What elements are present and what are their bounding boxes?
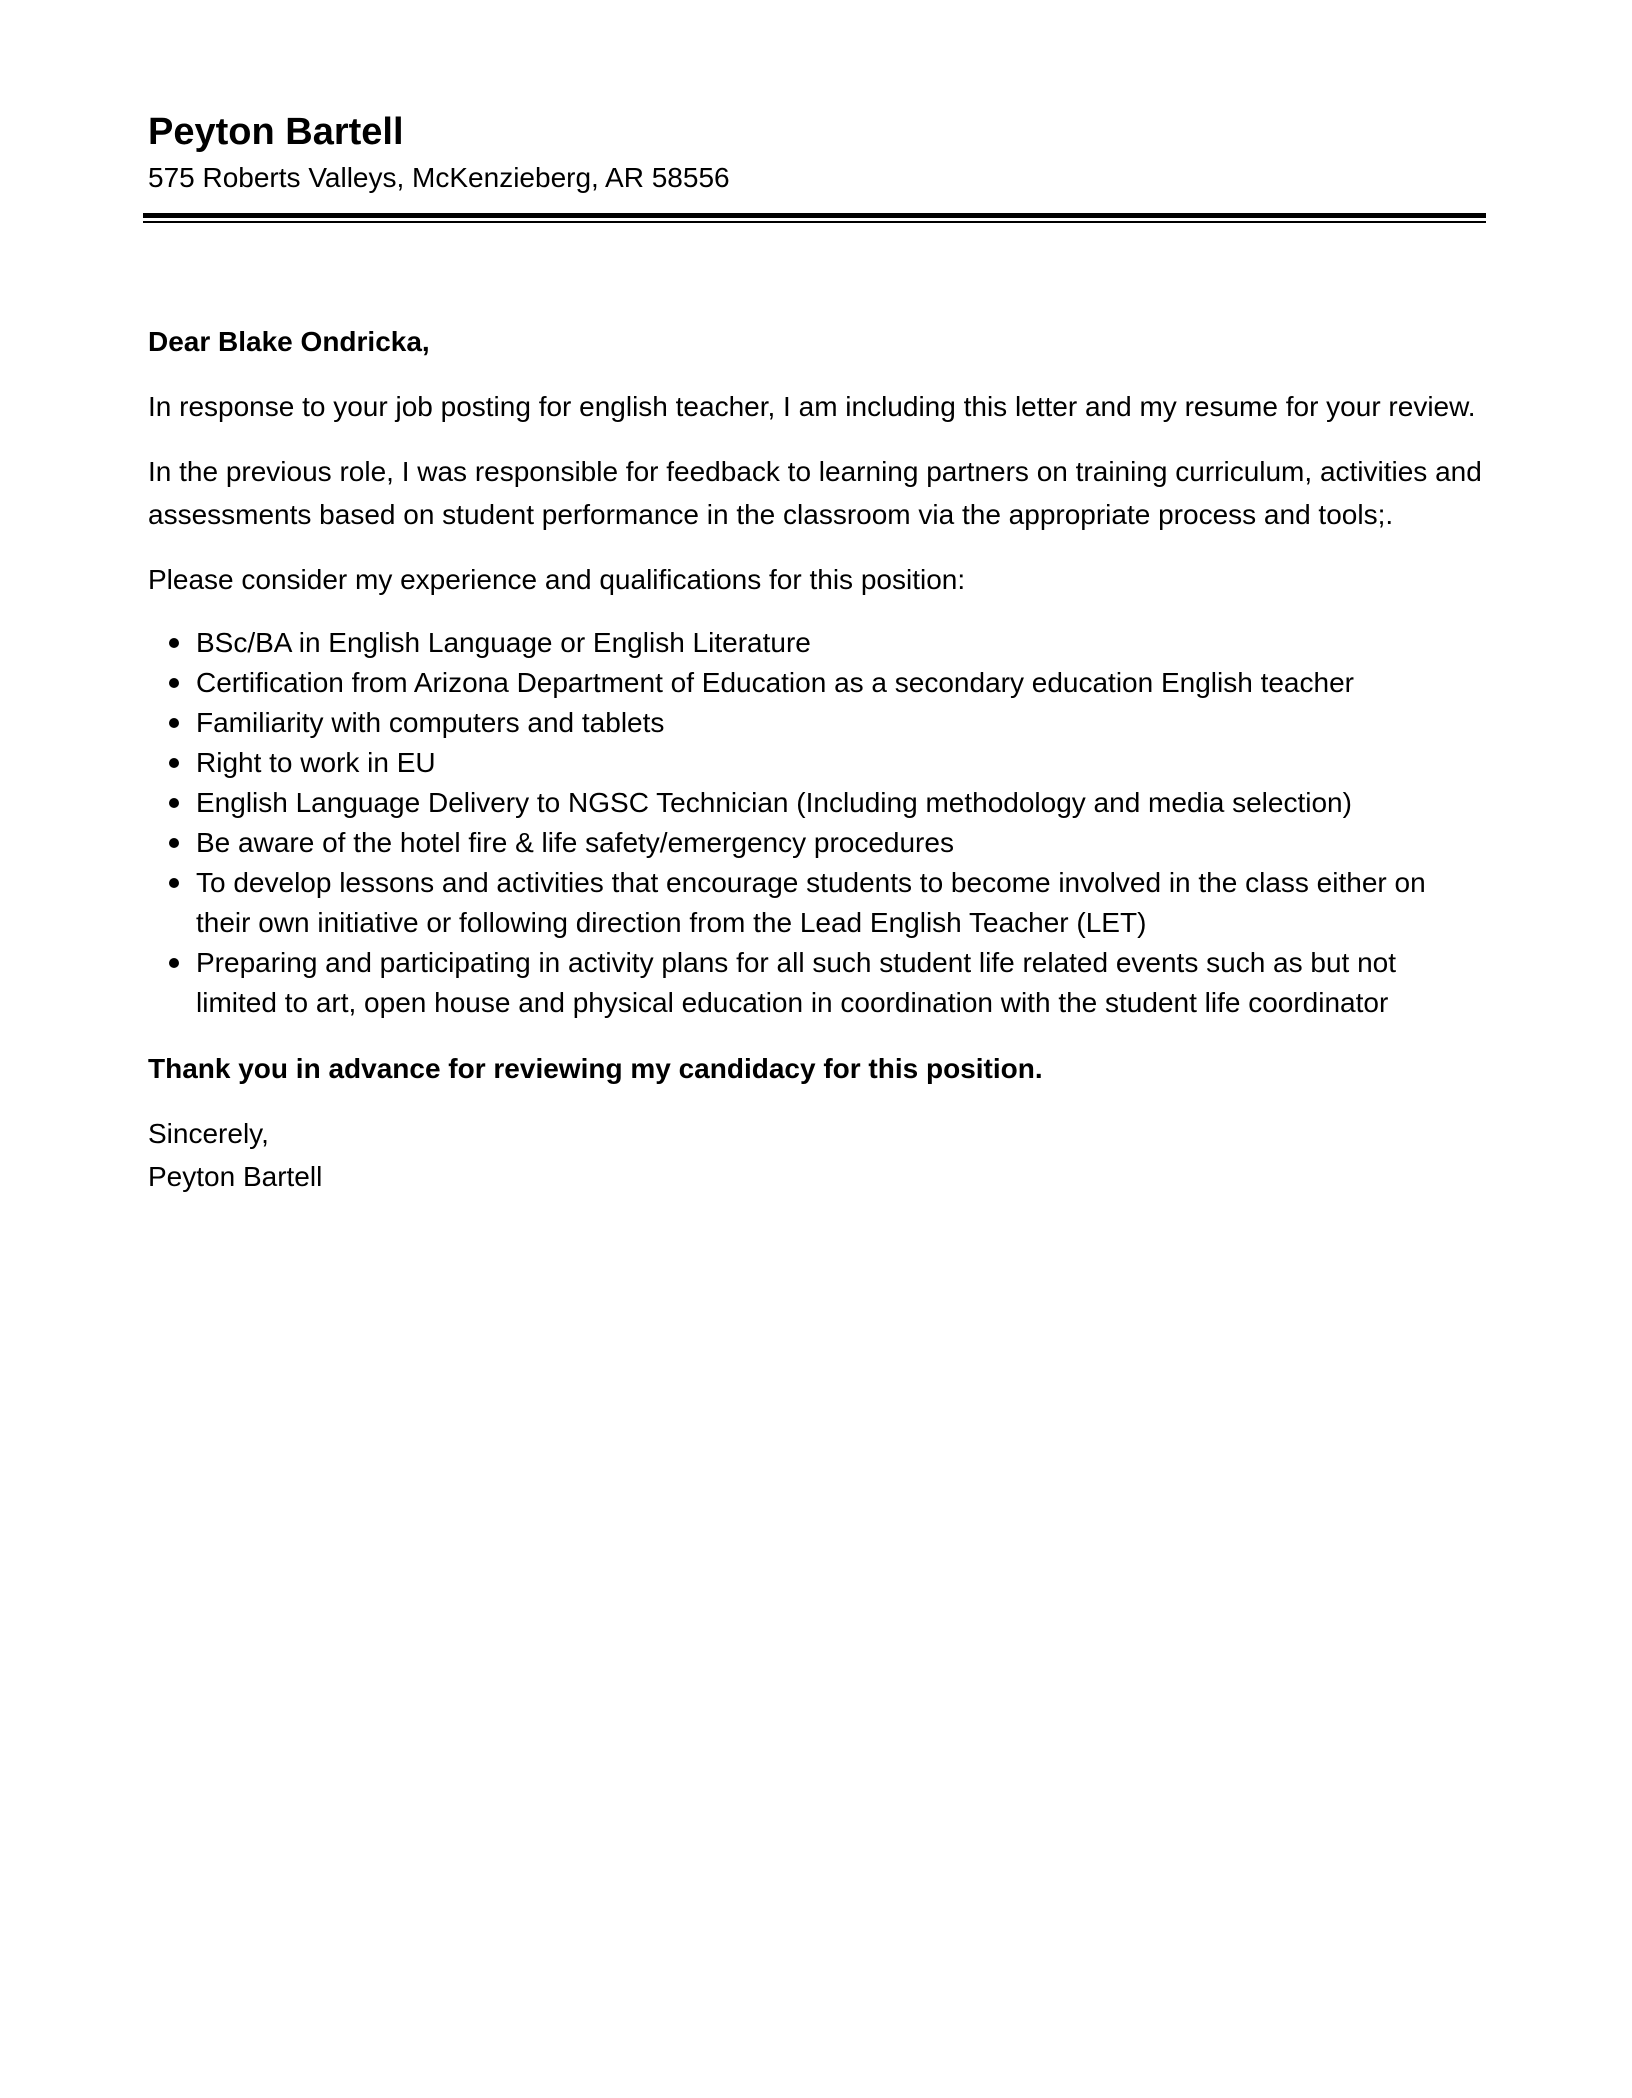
bullet-icon (169, 878, 179, 888)
list-item-text: Be aware of the hotel fire & life safety/emergency procedures (196, 827, 954, 858)
bullet-icon (169, 798, 179, 808)
list-item (148, 623, 1484, 663)
header-divider-thin (143, 221, 1486, 223)
list-item (148, 703, 1484, 743)
list-item (148, 823, 1484, 863)
bullet-icon (169, 638, 179, 648)
qualifications-list (148, 623, 1484, 1023)
bullet-icon (169, 758, 179, 768)
list-item-text: Certification from Arizona Department of Education as a secondary education English teacher (196, 667, 1354, 698)
header-divider-thick (143, 213, 1486, 218)
bullet-icon (169, 678, 179, 688)
sender-name: Peyton Bartell (148, 111, 404, 153)
experience-paragraph: In the previous role, I was responsible for feedback to learning partners on training curriculum, activities and assessments based on student performance in the classroom via the appropriate process and tools;. (148, 456, 1482, 530)
list-item (148, 863, 1484, 943)
bullet-icon (169, 718, 179, 728)
intro-paragraph: In response to your job posting for english teacher, I am including this letter and my resume for your review. (148, 391, 1476, 422)
letter-header (148, 106, 1484, 198)
signature-name: Peyton Bartell (148, 1161, 323, 1192)
list-item-text: Familiarity with computers and tablets (196, 707, 665, 738)
list-item-text: Right to work in EU (196, 747, 436, 778)
thank-you-line: Thank you in advance for reviewing my candidacy for this position. (148, 1053, 1043, 1084)
list-item-text: English Language Delivery to NGSC Technician (Including methodology and media selection) (196, 787, 1352, 818)
letter-body (148, 320, 1484, 1198)
sender-address: 575 Roberts Valleys, McKenzieberg, AR 58556 (148, 162, 730, 193)
bullet-icon (169, 958, 179, 968)
closing: Sincerely, (148, 1118, 269, 1149)
list-item (148, 943, 1484, 1023)
list-item-text: BSc/BA in English Language or English Literature (196, 627, 811, 658)
qualifications-intro: Please consider my experience and qualifications for this position: (148, 564, 966, 595)
salutation: Dear Blake Ondricka, (148, 326, 430, 357)
list-item (148, 783, 1484, 823)
list-item-text: To develop lessons and activities that encourage students to become involved in the class either on their own initiative or following direction from the Lead English Teacher (LET) (196, 867, 1426, 938)
list-item (148, 663, 1484, 703)
bullet-icon (169, 838, 179, 848)
list-item-text: Preparing and participating in activity plans for all such student life related events such as but not limited to art, open house and physical education in coordination with the student life coordinator (196, 947, 1397, 1018)
list-item (148, 743, 1484, 783)
